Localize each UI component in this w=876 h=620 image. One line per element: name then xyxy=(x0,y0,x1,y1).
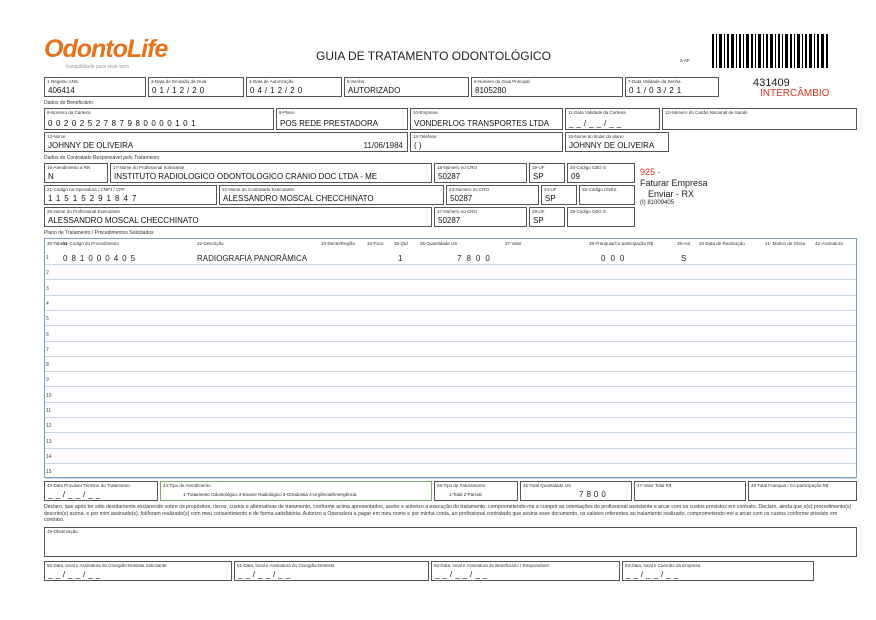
cbos3-label: 29-Código CBO S xyxy=(570,209,607,214)
procedure-row-number: 12 xyxy=(46,423,52,430)
nome-field[interactable] xyxy=(44,132,408,152)
validade-senha-label: 7-Data Validade da Senha xyxy=(628,79,681,84)
intercambio-stamp: INTERCÂMBIO xyxy=(760,88,830,99)
col-franquia: 38-Franquia/Co-participação R$ xyxy=(589,241,654,246)
col-qtd-us: 36-Quantidade US xyxy=(420,241,458,246)
form-code: 3-AF xyxy=(680,58,690,63)
col-face: 34-Face xyxy=(367,241,384,246)
assinatura-dentista-date: __/__/__ xyxy=(238,570,294,579)
cns-field[interactable] xyxy=(662,108,857,130)
uf3-field[interactable] xyxy=(529,207,565,227)
assinatura-beneficiario-field[interactable] xyxy=(431,561,620,581)
carteira-label: 8-Número da Carteira xyxy=(47,110,91,115)
tipo-atendimento-options: 1-Tratamento Odontológico 2-Exame Radiológico 3-Ortodontia 4-Urgência/Emergência xyxy=(183,492,357,497)
logo: OdontoLife xyxy=(44,35,168,63)
uf3-label: 28-UF xyxy=(532,209,545,214)
carteira-value: 0020252787980000101 xyxy=(48,119,200,128)
procedure-row-number: 9 xyxy=(46,377,49,384)
total-us-field[interactable] xyxy=(520,481,632,501)
assinatura-solicitante-label: 50-Data, local e Assinatura do Cirurgião-Dentista Solicitante xyxy=(47,563,167,568)
procedure-row[interactable] xyxy=(45,268,856,280)
carimbo-empresa-label: 53-Data, local e Carimbo da Empresa xyxy=(625,563,701,568)
note-enviar: Enviar - RX xyxy=(648,189,695,199)
row1-qtd: 1 xyxy=(398,254,403,263)
col-motivo: 41- Motivo de Glosa xyxy=(765,241,806,246)
carimbo-empresa-date: __/__/__ xyxy=(626,570,682,579)
procedure-row-number: 2 xyxy=(46,270,49,277)
plano-value: POS REDE PRESTADORA xyxy=(280,119,379,128)
franquia-total-field[interactable] xyxy=(748,481,857,501)
empresa-value: VONDERLOG TRANSPORTES LTDA xyxy=(414,119,550,128)
col-assin: 42-Assinatura xyxy=(815,241,843,246)
carimbo-empresa-field[interactable] xyxy=(622,561,814,581)
cbos-label: 20-Código CBO S xyxy=(570,165,607,170)
atendimento-rn-value: N xyxy=(48,172,54,181)
row1-franquia: 000 xyxy=(601,254,630,263)
senha-field[interactable] xyxy=(344,77,469,97)
procedure-row-number: 8 xyxy=(46,362,49,369)
plano-field[interactable] xyxy=(276,108,408,130)
beneficiario-section-label: Dados do Beneficiário xyxy=(44,100,93,106)
procedure-row[interactable] xyxy=(45,467,856,479)
guia-principal-value: 8105280 xyxy=(475,86,507,95)
cro3-label: 27-Número no CRO xyxy=(437,209,478,214)
procedure-row[interactable] xyxy=(45,391,856,403)
data-autorizacao-value: 04/12/20 xyxy=(250,86,306,95)
guia-principal-field[interactable] xyxy=(471,77,623,97)
telefone-label: 14-Telefone xyxy=(413,134,437,139)
executante-value: ALESSANDRO MOSCAL CHECCHINATO xyxy=(223,194,374,203)
plano-section-label: Plano de Tratamento / Procedimentos Solicitados xyxy=(44,230,154,236)
procedure-row-number: 13 xyxy=(46,438,52,445)
guia-principal-label: 6-Número da Guia Principal xyxy=(474,79,530,84)
cro3-field[interactable] xyxy=(434,207,527,227)
data-emissao-label: 2-Data de Emissão da Guia xyxy=(151,79,207,84)
procedure-row-number: 5 xyxy=(46,316,49,323)
col-aut: 39-Aut xyxy=(677,241,691,246)
atendimento-rn-field[interactable] xyxy=(44,163,108,183)
procedure-row[interactable] xyxy=(45,437,856,449)
cns-label: 12-Número do Cartão Nacional de Saúde xyxy=(665,110,748,115)
row1-descricao: RADIOGRAFIA PANORÂMICA xyxy=(197,254,308,263)
col-data: 40-Data de Realização xyxy=(699,241,745,246)
cro-label: 18-Número no CRO xyxy=(437,165,478,170)
data-autorizacao-label: 4-Data de Autorização xyxy=(249,79,294,84)
nascimento-value: 11/06/1984 xyxy=(363,141,403,150)
uf-field[interactable] xyxy=(529,163,565,183)
col-tabela: 30-Tabela xyxy=(47,241,67,246)
procedure-row[interactable] xyxy=(45,314,856,326)
executante-field[interactable] xyxy=(219,185,444,205)
cro-value: 50287 xyxy=(438,172,461,181)
faturamento-field[interactable] xyxy=(434,481,518,501)
cro2-label: 23-Número no CRO xyxy=(449,187,490,192)
cnes-label: 25-Código CNES xyxy=(582,187,617,192)
procedure-row-number: 14 xyxy=(46,453,52,460)
operadora-value: 11515291847 xyxy=(48,194,141,203)
nome-value: JOHNNY DE OLIVEIRA xyxy=(48,141,134,150)
total-us-value: 7800 xyxy=(579,490,609,499)
senha-value: AUTORIZADO xyxy=(348,86,401,95)
row1-qtd-us: 7800 xyxy=(457,254,495,263)
col-qtd: 35-Qtd xyxy=(394,241,408,246)
prazo-label: 43-Data Provável Término do Tratamento xyxy=(47,483,130,488)
prof-exec-value: ALESSANDRO MOSCAL CHECCHINATO xyxy=(48,216,199,225)
cbos-field[interactable] xyxy=(567,163,635,183)
nome-solicitante-label: 17-Nome do Profissional Solicitante xyxy=(113,165,185,170)
procedure-row-number: 4 xyxy=(46,300,49,307)
uf-value: SP xyxy=(533,172,544,181)
registro-ans-value: 406414 xyxy=(48,86,75,95)
prof-exec-field[interactable] xyxy=(44,207,432,227)
procedure-row[interactable] xyxy=(45,360,856,372)
validade-senha-value: 01/03/21 xyxy=(629,86,685,95)
uf2-value: SP xyxy=(545,194,556,203)
procedure-row-number: 7 xyxy=(46,346,49,353)
procedures-header xyxy=(45,241,856,249)
declaracao-text: Declaro, que após ter sido devidamente esclarecido sobre os propósitos, riscos, custos e alternativas de tratamento, conforme acima apresentados, aceito e autorizo a execução do tratamento, comprometendo-me a cumprir as orientações do profissional assistente e arcar com os custos previstos em contrato. Declaro, ainda que o(s) procedimento(s) descrito(s) acima, e por mim assinado(s), foi/foram realizado(s) com meu consentimento e de forma satisfatória. Autorizo a Operadora a pagar em meu nome e por minha conta, ao profissional contratado que assina esse documento, os valores referentes ao tratamento realizado, comprometendo-me a arcar com os custos conforme previsto em contrato. xyxy=(44,504,852,523)
procedure-row[interactable] xyxy=(45,421,856,433)
note-faturar: Faturar Empresa xyxy=(640,178,708,188)
executante-label: 22-Nome do Contratado Executante xyxy=(222,187,295,192)
cbos-value: 09 xyxy=(571,172,580,181)
senha-label: 5-Senha xyxy=(347,79,365,84)
procedure-row[interactable] xyxy=(45,284,856,296)
registro-ans-field[interactable] xyxy=(44,77,146,97)
col-valor: 37-Valor xyxy=(505,241,522,246)
titular-field[interactable] xyxy=(565,132,669,152)
uf-label: 19-UF xyxy=(532,165,545,170)
procedure-row[interactable] xyxy=(45,299,856,311)
uf2-field[interactable] xyxy=(541,185,577,205)
faturamento-label: 45-Tipo de Faturamento xyxy=(437,483,486,488)
procedure-row[interactable] xyxy=(45,452,856,464)
validade-carteira-label: 11-Data Validade da Carteira xyxy=(568,110,626,115)
assinatura-beneficiario-date: __/__/__ xyxy=(435,570,491,579)
titular-label: 15-Nome do titular do plano xyxy=(568,134,624,139)
procedures-table xyxy=(44,238,857,478)
col-descricao: 32-Descrição xyxy=(197,241,224,246)
registro-ans-label: 1-Registro ANS xyxy=(47,79,79,84)
data-autorizacao-field[interactable] xyxy=(246,77,342,97)
cro3-value: 50287 xyxy=(438,216,461,225)
cbos3-field[interactable] xyxy=(567,207,635,227)
telefone-field[interactable] xyxy=(410,132,563,152)
guide-number: 431409 xyxy=(753,77,790,89)
valor-total-label: 47-Valor Total R$ xyxy=(637,483,672,488)
procedure-row-number: 11 xyxy=(46,408,52,414)
row1-codigo: 081000405 xyxy=(63,254,140,263)
logo-tagline: tranquilidade para viver bem xyxy=(66,64,130,70)
procedure-row[interactable] xyxy=(45,330,856,342)
tipo-atendimento-label: 44-Tipo de Atendimento xyxy=(163,483,211,488)
operadora-label: 21-Código na Operadora / CNPJ / CPF xyxy=(47,187,126,192)
data-emissao-field[interactable] xyxy=(148,77,244,97)
procedure-row[interactable] xyxy=(45,253,856,265)
plano-label: 9-Plano xyxy=(279,110,295,115)
cro2-field[interactable] xyxy=(446,185,539,205)
procedure-row-number: 6 xyxy=(46,331,49,338)
observacao-label: 49-Observação xyxy=(47,529,78,534)
col-codigo: 31-Código do Procedimento xyxy=(63,241,120,246)
procedure-row[interactable] xyxy=(45,375,856,387)
procedure-row-number: 1 xyxy=(46,255,49,261)
nome-solicitante-value: INSTITUTO RADIOLOGICO ODONTOLOGICO CRANIO DOC LTDA - ME xyxy=(114,172,378,181)
cro-field[interactable] xyxy=(434,163,527,183)
total-us-label: 46-Total Quantidade US xyxy=(523,483,572,488)
uf2-label: 24-UF xyxy=(544,187,557,192)
empresa-label: 10-Empresa xyxy=(413,110,438,115)
titular-value: JOHNNY DE OLIVEIRA xyxy=(569,141,655,150)
note-code: (I) 81009405 xyxy=(640,200,675,206)
operadora-field[interactable] xyxy=(44,185,217,205)
prazo-field[interactable] xyxy=(44,481,158,501)
observacao-field[interactable] xyxy=(44,527,857,557)
faturamento-options: 1-Total 2-Parcial xyxy=(449,492,482,497)
valor-total-field[interactable] xyxy=(634,481,746,501)
assinatura-solicitante-field[interactable] xyxy=(44,561,232,581)
procedure-row-number: 10 xyxy=(46,392,52,399)
uf3-value: SP xyxy=(533,216,544,225)
page-title: GUIA DE TRATAMENTO ODONTOLÓGICO xyxy=(316,49,551,63)
telefone-value: ( ) xyxy=(414,141,422,150)
atendimento-rn-label: 16-Atendimento a RN xyxy=(47,165,91,170)
prof-exec-label: 26-Nome do Profissional Executante xyxy=(47,209,121,214)
assinatura-solicitante-date: __/__/__ xyxy=(48,570,104,579)
data-emissao-value: 01/12/20 xyxy=(152,86,208,95)
nome-solicitante-field[interactable] xyxy=(110,163,432,183)
assinatura-dentista-field[interactable] xyxy=(234,561,429,581)
procedure-row[interactable] xyxy=(45,345,856,357)
contratado-section-label: Dados do Contratado Responsável pelo Tratamento xyxy=(44,155,160,161)
prazo-value: __/__/__ xyxy=(48,490,104,499)
barcode xyxy=(712,34,828,70)
tipo-atendimento-field[interactable] xyxy=(160,481,432,501)
validade-carteira-field[interactable] xyxy=(565,108,660,130)
cro2-value: 50287 xyxy=(450,194,473,203)
nome-label: 13-Nome xyxy=(47,134,66,139)
procedure-row-number: 3 xyxy=(46,285,49,292)
procedure-row[interactable] xyxy=(45,406,856,418)
franquia-total-label: 48-Total Franquia / Co-participação R$ xyxy=(751,483,829,488)
assinatura-dentista-label: 51-Data, local e Assinatura do Cirurgião-Dentista xyxy=(237,563,335,568)
cnes-field[interactable] xyxy=(579,185,635,205)
note-red: 925 - xyxy=(640,167,661,177)
col-dente: 33-Dente/Região xyxy=(321,241,356,246)
assinatura-beneficiario-label: 52-Data, local e Assinatura do Beneficiário / Responsável xyxy=(434,563,549,568)
carteira-field[interactable] xyxy=(44,108,274,130)
procedure-row-number: 15 xyxy=(46,469,52,476)
validade-senha-field[interactable] xyxy=(625,77,719,97)
empresa-field[interactable] xyxy=(410,108,563,130)
row1-aut: S xyxy=(681,254,687,263)
validade-carteira-value: __/__/__ xyxy=(569,119,625,128)
